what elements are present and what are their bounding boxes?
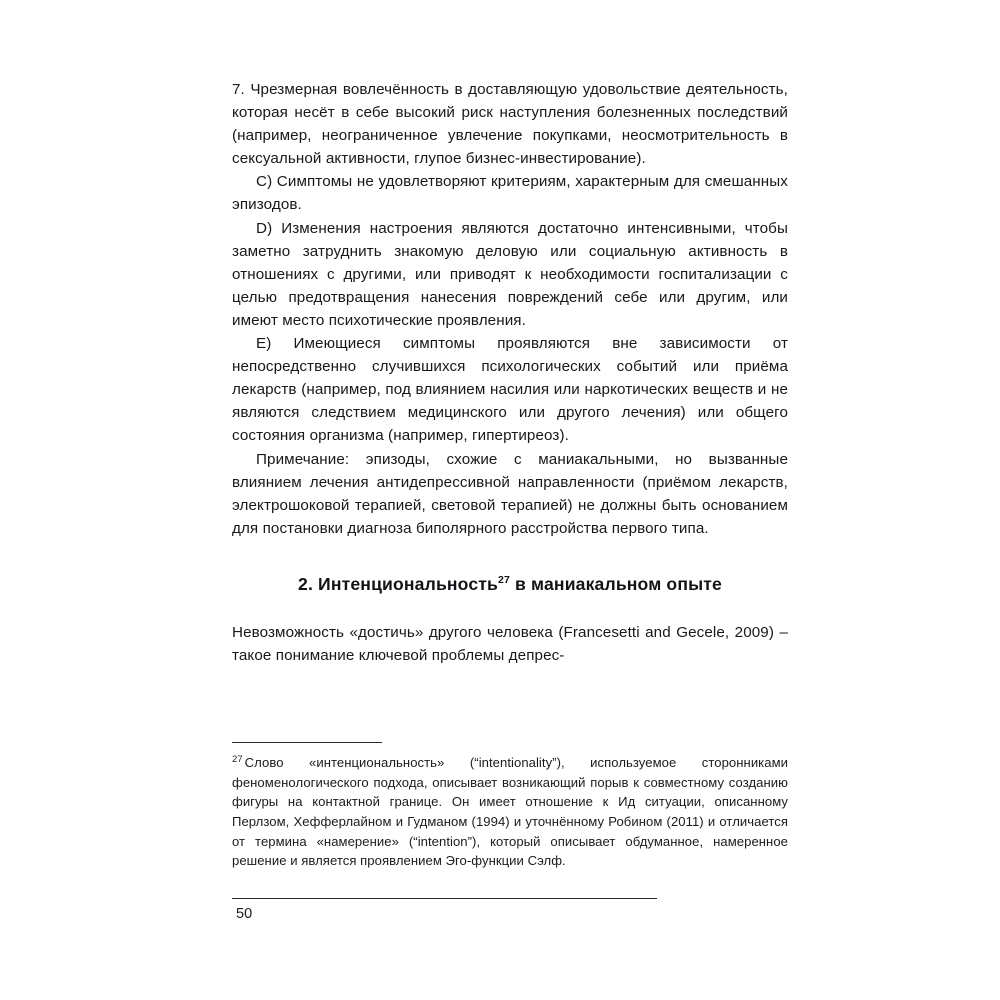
page-number: 50: [236, 906, 253, 922]
paragraph-after-heading: Невозможность «достичь» другого человека (Francesetti and Gecele, 2009) – такое понимание ключевой проблемы депрес-: [232, 623, 788, 664]
section-heading-text-before: 2. Интенциональность: [298, 573, 499, 594]
footnote-number: 27: [232, 753, 243, 765]
paragraph-criterion-7: 7. Чрезмерная вовлечённость в доставляющую удовольствие деятельность, которая несёт в себе высокий риск наступления болезненных последствий (например, неограниченное увлечение покупками, неосмотрительность в сексуальной активности, глупое бизнес-инвестирование).: [232, 81, 788, 168]
footnote-reference-marker: 27: [498, 574, 511, 587]
footnote-text: [232, 753, 788, 871]
section-heading: [232, 574, 788, 595]
footnote-separator-rule: [232, 742, 382, 743]
footnote-body: Слово «интенциональность» (“intentionality”), используемое сторонниками феноменологического подхода, описывает возникающий порыв к совместному созданию фигуры на контактной границе. Он имеет отношение к Ид ситуации, описанному Перлзом, Хефферлайном и Гудманом (1994) и уточнённому Робином (2011) и отличается от термина «намерение» (“intention”), который описывает обдуманное, намеренное решение и является проявлением Эго-функции Сэлф.: [232, 755, 788, 869]
footnote-area: [232, 742, 788, 871]
page-footer-rule: [232, 898, 657, 899]
page-content: [232, 78, 788, 667]
paragraph-note: Примечание: эпизоды, схожие с маниакальными, но вызванные влиянием лечения антидепрессивной направленности (приёмом лекарств, электрошоковой терапией, световой терапией) не должны быть основанием для постановки диагноза биполярного расстройства первого типа.: [232, 450, 788, 537]
paragraph-criterion-c: C) Симптомы не удовлетворяют критериям, характерным для смешанных эпизодов.: [232, 173, 788, 214]
paragraph-criterion-e: E) Имеющиеся симптомы проявляются вне зависимости от непосредственно случившихся психологических событий или приёма лекарств (например, под влиянием насилия или наркотических веществ и не являются следствием медицинского или другого лечения) или общего состояния организма (например, гипертиреоз).: [232, 335, 788, 445]
section-heading-wrap: [232, 574, 788, 595]
section-heading-text-after: в маниакальном опыте: [510, 573, 722, 594]
paragraph-criterion-d: D) Изменения настроения являются достаточно интенсивными, чтобы заметно затруднить знакомую деловую или социальную активность в отношениях с другими, или приводят к необходимости госпитализации с целью предотвращения нанесения повреждений себе или другим, или имеют место психотические проявления.: [232, 219, 788, 329]
